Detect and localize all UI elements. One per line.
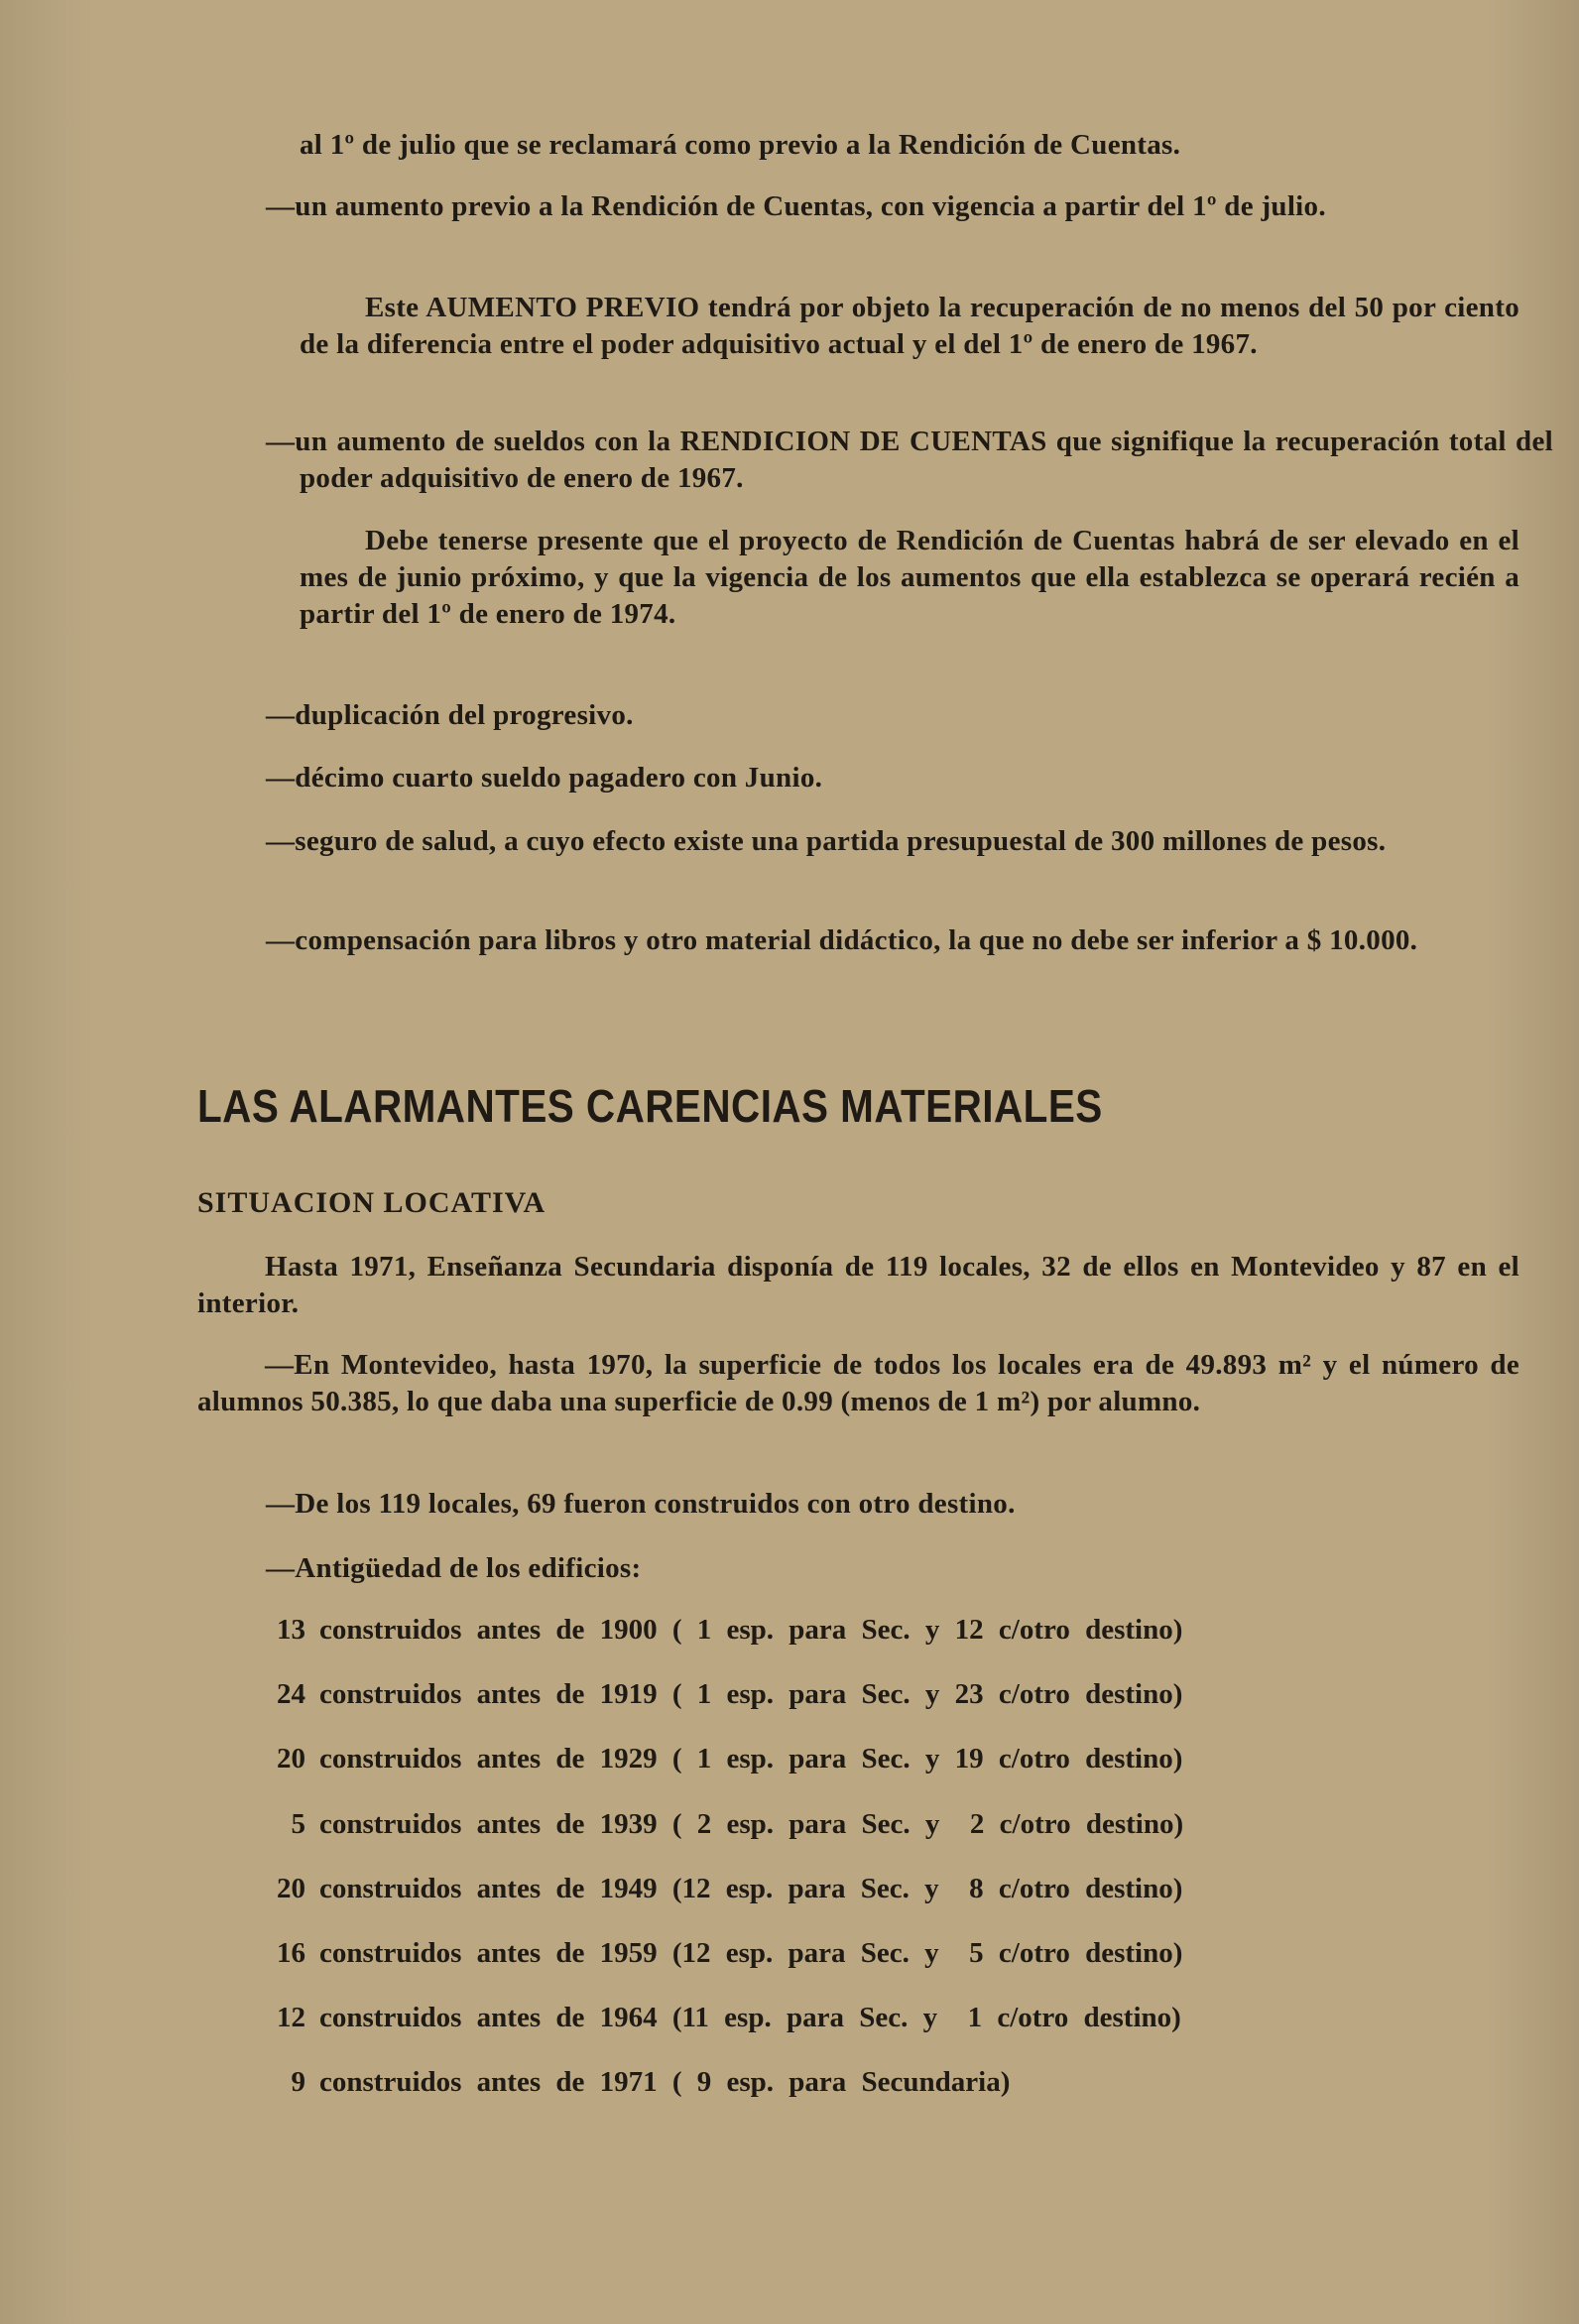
list-item-seguro-salud: —seguro de salud, a cuyo efecto existe una partida presupuestal de 300 millones de pesos.: [266, 825, 1387, 857]
section-heading: LAS ALARMANTES CARENCIAS MATERIALES: [197, 1080, 1103, 1132]
paragraph-antiguedad: —Antigüedad de los edificios:: [266, 1552, 642, 1584]
building-description: construidos antes de 1971 ( 9 esp. para Secundaria): [319, 2066, 1011, 2099]
list-item-aumento-previo: —un aumento previo a la Rendición de Cuentas, con vigencia a partir del 1º de julio.: [266, 190, 1326, 222]
building-description: construidos antes de 1959 (12 esp. para Sec. y 5 c/otro destino): [319, 1937, 1183, 1969]
building-count: 9: [291, 2066, 305, 2099]
paragraph-continuation: al 1º de julio que se reclamará como previo a la Rendición de Cuentas.: [300, 129, 1181, 161]
list-item-rendicion: —un aumento de sueldos con la RENDICION DE CUENTAS que signifique la recuperación total del poder adquisitivo de enero de 1967.: [266, 426, 1553, 494]
list-item-progresivo: —duplicación del progresivo.: [266, 699, 634, 731]
building-age-row: [266, 1808, 1456, 1841]
building-count: 20: [277, 1743, 305, 1775]
building-count: 24: [277, 1678, 305, 1711]
building-description: construidos antes de 1900 ( 1 esp. para Sec. y 12 c/otro destino): [319, 1614, 1183, 1646]
paragraph-superficie: —En Montevideo, hasta 1970, la superficie de todos los locales era de 49.893 m² y el número de alumnos 50.385, lo que daba una superficie de 0.99 (menos de 1 m²) por alumno.: [197, 1349, 1519, 1417]
building-age-row: [266, 1678, 1456, 1711]
building-age-row: [266, 1743, 1456, 1775]
building-count: 12: [277, 2002, 305, 2034]
building-description: construidos antes de 1964 (11 esp. para Sec. y 1 c/otro destino): [319, 2002, 1181, 2034]
building-count: 13: [277, 1614, 305, 1646]
building-age-row: [266, 1873, 1456, 1905]
building-age-row: [266, 1937, 1456, 1970]
building-age-row: [266, 1614, 1456, 1647]
building-age-row: [266, 2002, 1456, 2034]
building-age-row: [266, 2066, 1456, 2099]
paragraph-aumento-previo: Este AUMENTO PREVIO tendrá por objeto la recuperación de no menos del 50 por ciento de la diferencia entre el poder adquisitivo actual y el del 1º de enero de 1967.: [300, 292, 1519, 360]
subsection-heading: SITUACION LOCATIVA: [197, 1186, 547, 1219]
paragraph-debe-tenerse: Debe tenerse presente que el proyecto de Rendición de Cuentas habrá de ser elevado en el mes de junio próximo, y que la vigencia de los aumentos que ella establezca se operará recién a partir del 1º de enero de 1974.: [300, 525, 1519, 630]
building-description: construidos antes de 1939 ( 2 esp. para Sec. y 2 c/otro destino): [319, 1807, 1184, 1840]
list-item-decimo-cuarto: —décimo cuarto sueldo pagadero con Junio.: [266, 762, 823, 794]
paragraph-locales: Hasta 1971, Enseñanza Secundaria disponía de 119 locales, 32 de ellos en Montevideo y 87 en el interior.: [197, 1251, 1519, 1319]
building-description: construidos antes de 1919 ( 1 esp. para Sec. y 23 c/otro destino): [319, 1678, 1183, 1711]
paragraph-otro-destino: —De los 119 locales, 69 fueron construidos con otro destino.: [266, 1488, 1016, 1520]
building-description: construidos antes de 1929 ( 1 esp. para Sec. y 19 c/otro destino): [319, 1743, 1183, 1775]
building-count: 16: [277, 1937, 305, 1969]
building-description: construidos antes de 1949 (12 esp. para Sec. y 8 c/otro destino): [319, 1872, 1183, 1904]
building-count: 20: [277, 1872, 305, 1904]
building-count: 5: [291, 1807, 305, 1840]
list-item-compensacion: —compensación para libros y otro material didáctico, la que no debe ser inferior a $ 10.000.: [266, 924, 1418, 956]
